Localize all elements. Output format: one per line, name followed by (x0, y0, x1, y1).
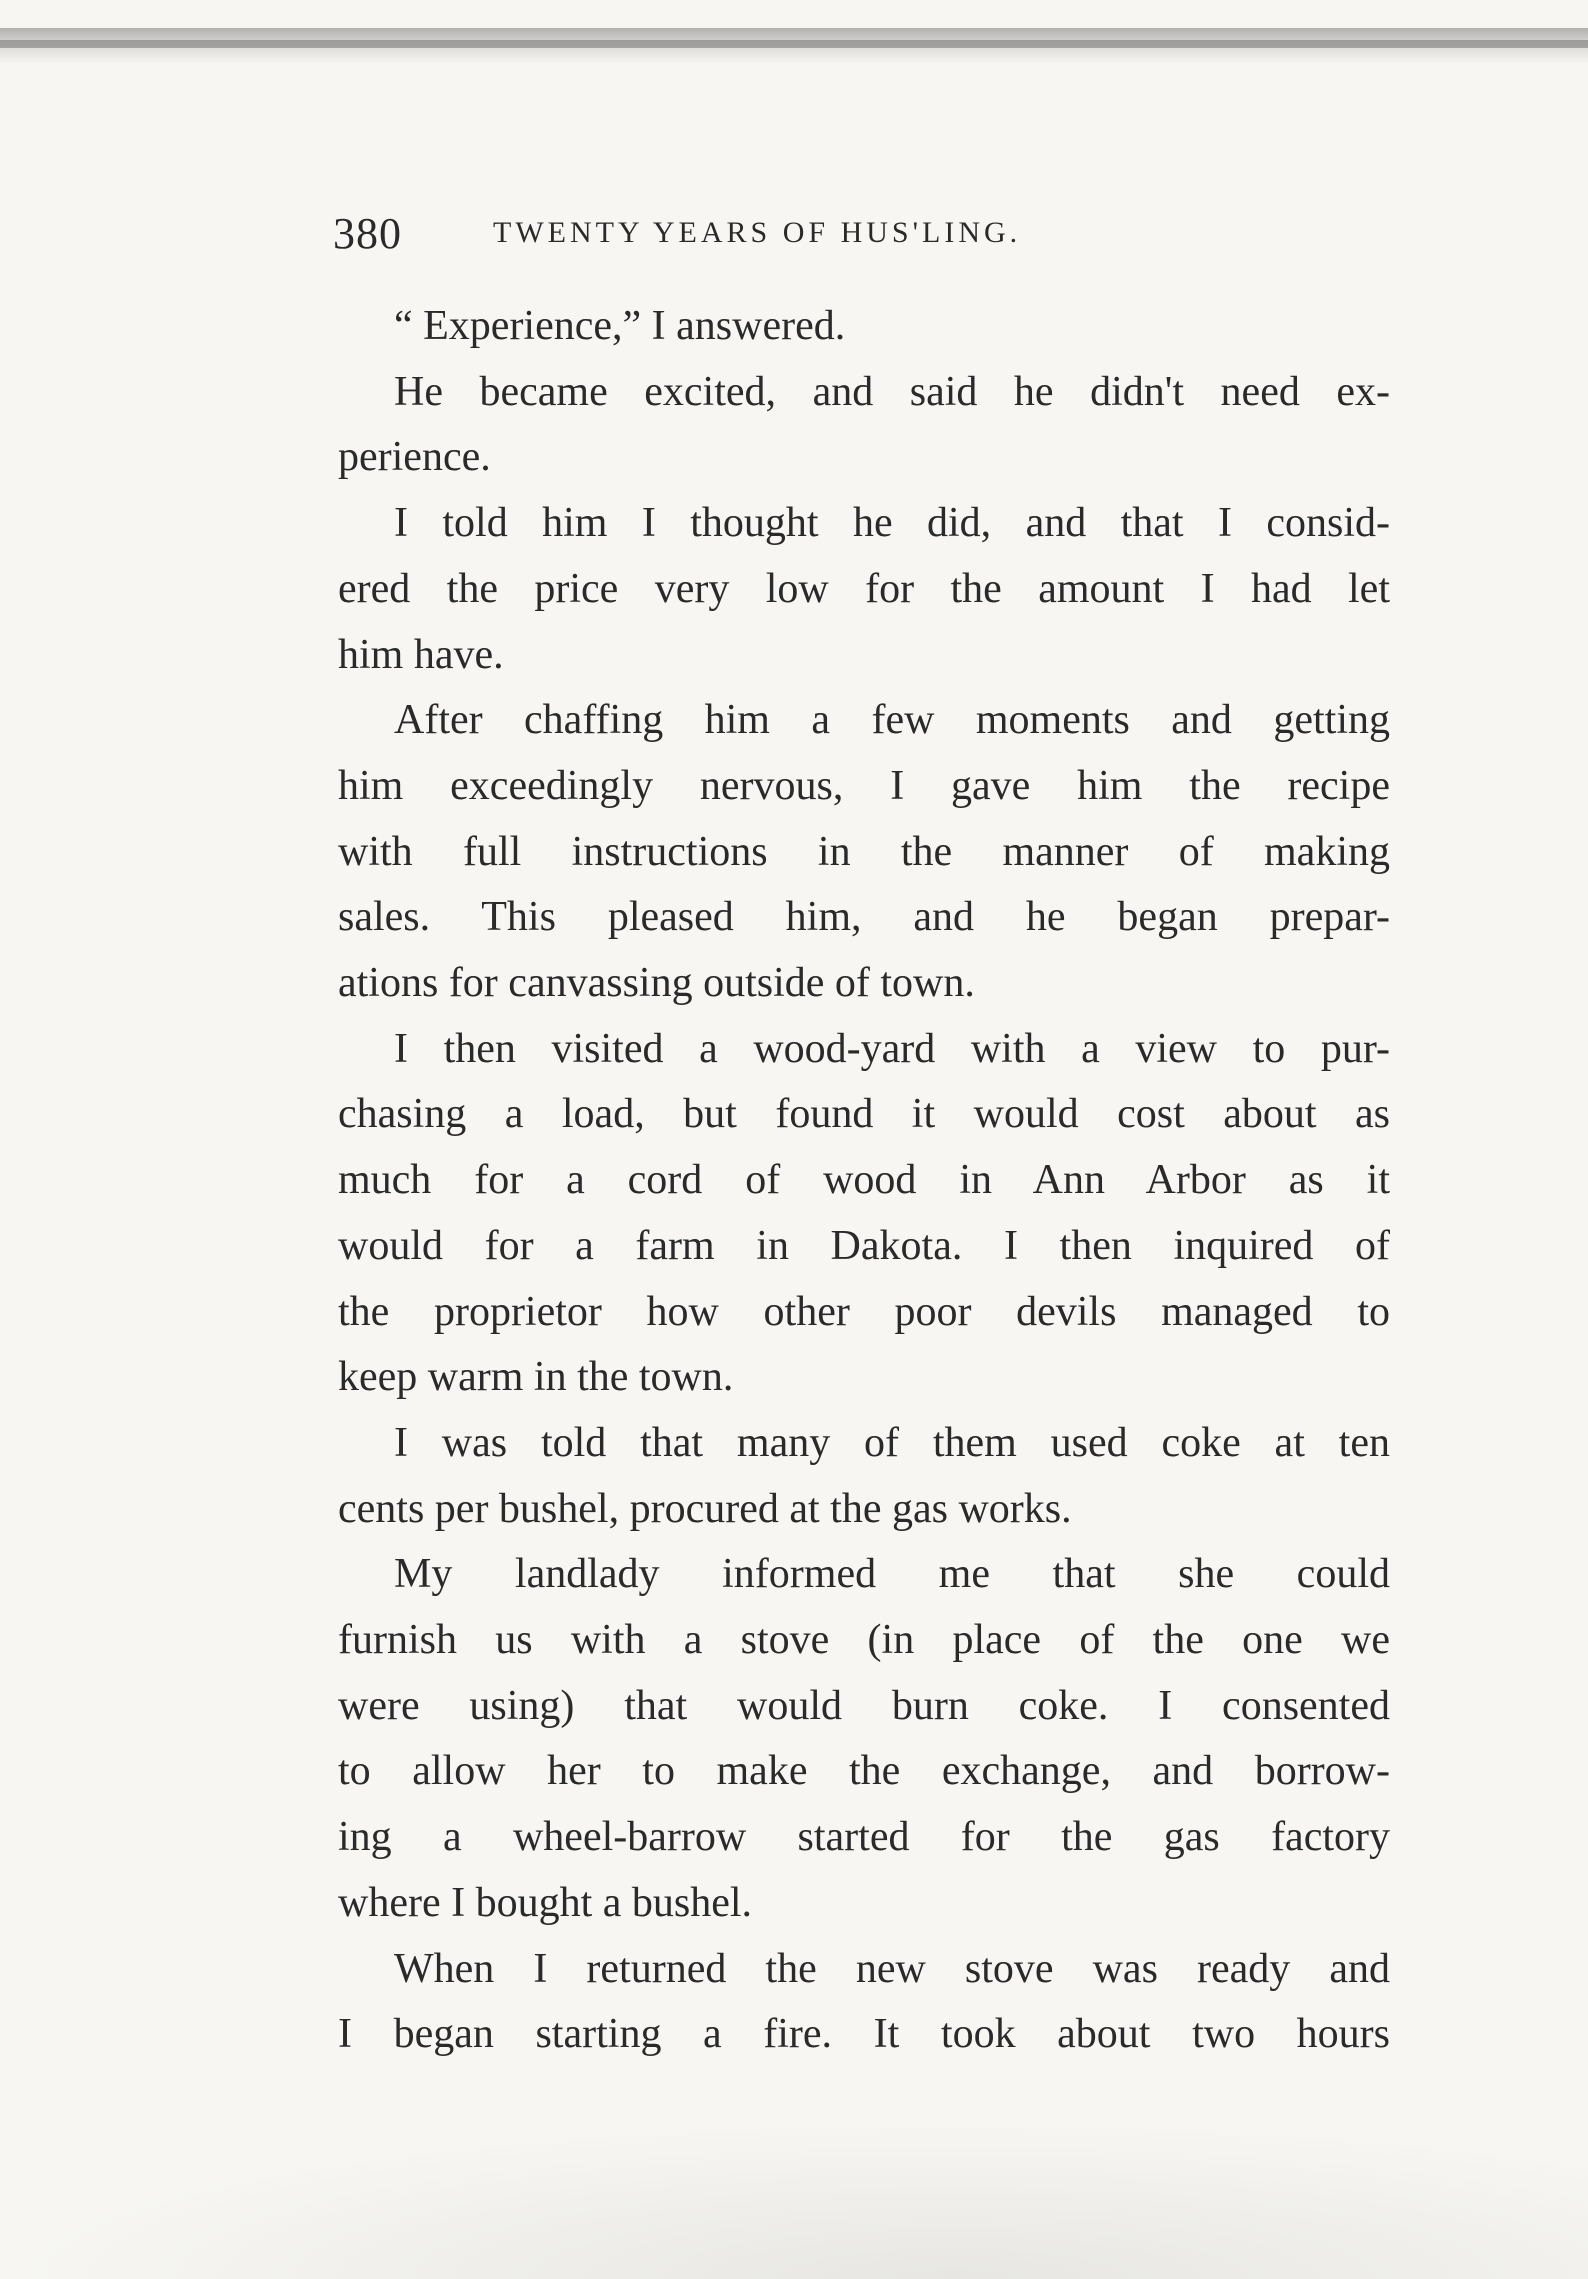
text-line: to allow her to make the exchange, and borrow- (338, 1748, 1390, 1795)
text-line: My landlady informed me that she could (394, 1551, 1390, 1598)
text-line: ing a wheel-barrow started for the gas factory (338, 1814, 1390, 1861)
text-line: with full instructions in the manner of making (338, 828, 1390, 875)
text-line: I then visited a wood-yard with a view to pur- (394, 1025, 1390, 1072)
text-line: were using) that would burn coke. I consented (338, 1682, 1390, 1729)
text-line: perience. (338, 434, 491, 481)
text-line: ered the price very low for the amount I had let (338, 565, 1390, 612)
paragraph (338, 1411, 1390, 1542)
text-line: him exceedingly nervous, I gave him the recipe (338, 762, 1390, 809)
paragraph (338, 294, 1390, 360)
text-line: “ Experience,” I answered. (394, 303, 846, 349)
text-line: where I bought a bushel. (338, 1879, 753, 1926)
text-line: I told him I thought he did, and that I consid- (394, 500, 1390, 547)
text-line: the proprietor how other poor devils managed to (338, 1288, 1390, 1335)
page-number: 380 (333, 209, 402, 258)
text-line: cents per bushel, procured at the gas works. (338, 1485, 1072, 1532)
text-line: When I returned the new stove was ready and (394, 1945, 1390, 1992)
paragraph (338, 688, 1390, 1017)
text-line: much for a cord of wood in Ann Arbor as it (338, 1157, 1390, 1204)
text-line: would for a farm in Dakota. I then inquired of (338, 1222, 1390, 1269)
page-header (333, 208, 1393, 268)
text-line: furnish us with a stove (in place of the one we (338, 1617, 1390, 1664)
paragraph (338, 1017, 1390, 1411)
body-text (338, 294, 1390, 2068)
paragraph (338, 1542, 1390, 1936)
text-line: I began starting a fire. It took about two hours (338, 2011, 1390, 2058)
text-line: him have. (338, 631, 504, 678)
text-line: I was told that many of them used coke at ten (394, 1419, 1390, 1466)
paragraph (338, 1937, 1390, 2068)
text-line: He became excited, and said he didn't need ex- (394, 368, 1390, 415)
scan-noise-bottom (0, 2119, 1588, 2279)
running-head: TWENTY YEARS OF HUS'LING. (493, 216, 1022, 249)
text-line: sales. This pleased him, and he began prepar- (338, 894, 1390, 941)
paragraph (338, 491, 1390, 688)
scan-edge-line (0, 40, 1588, 48)
text-line: ations for canvassing outside of town. (338, 960, 975, 1007)
text-line: chasing a load, but found it would cost about as (338, 1091, 1390, 1138)
paragraph (338, 360, 1390, 491)
text-line: After chaffing him a few moments and getting (394, 697, 1390, 744)
text-line: keep warm in the town. (338, 1354, 734, 1401)
